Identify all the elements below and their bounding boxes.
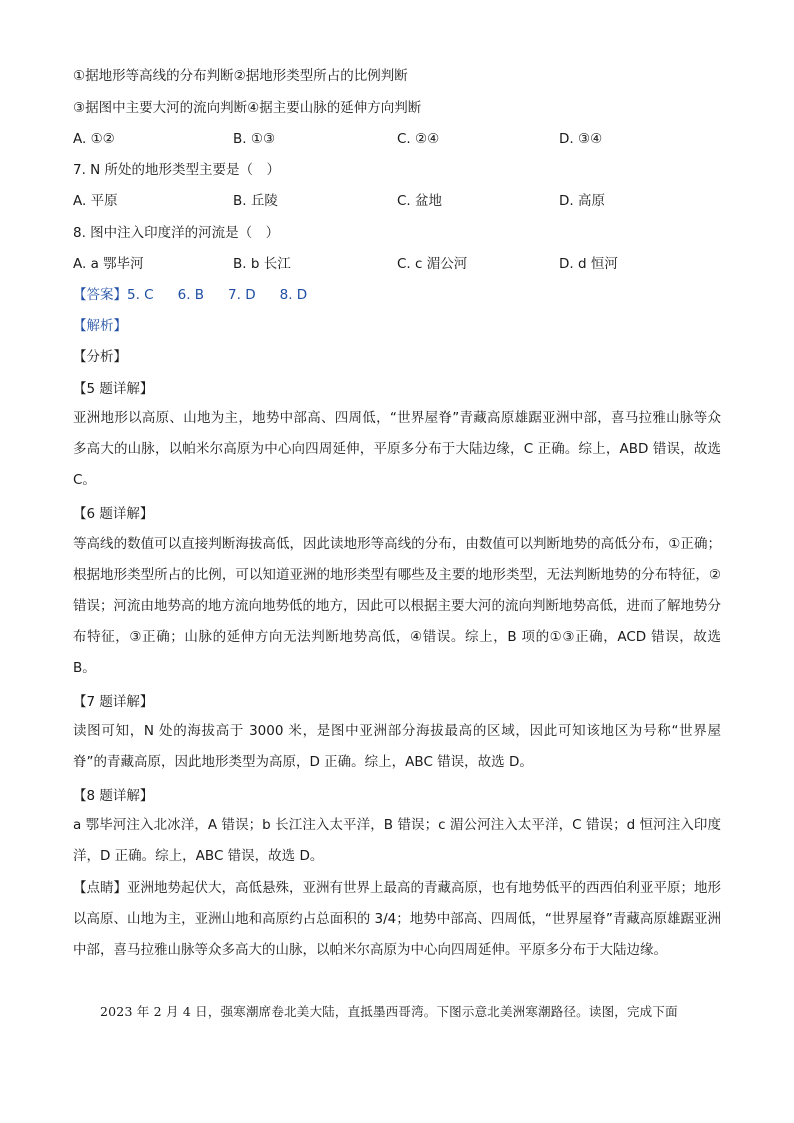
- answer-item: 8. D: [279, 287, 308, 303]
- fenxi-tag: 【分析】: [73, 349, 127, 365]
- option-b: B. ①③: [233, 131, 276, 147]
- option-b: B. 丘陵: [233, 193, 278, 209]
- option-c: C. 盆地: [397, 193, 443, 209]
- detail-6-tag: 【6 题详解】: [73, 506, 154, 522]
- detail-5-text: 亚洲地形以高原、山地为主，地势中部高、四周低，“世界屋脊”青藏高原雄踞亚洲中部，喜马拉雅山脉等众多高大的山脉，以帕米尔高原为中心向四周延伸，平原多分布于大陆边缘，C 正确。综上，ABD 错误，故选 C。: [73, 410, 721, 488]
- method-options-line-1: ①据地形等高线的分布判断②据地形类型所占的比例判断: [73, 68, 408, 84]
- detail-8-tag: 【8 题详解】: [73, 788, 154, 804]
- option-d: D. 高原: [559, 193, 605, 209]
- option-a: A. 平原: [73, 193, 118, 209]
- detail-7-tag: 【7 题详解】: [73, 694, 154, 710]
- next-section-intro: 2023 年 2 月 4 日，强寒潮席卷北美大陆，直抵墨西哥湾。下图示意北美洲寒潮路径。读图，完成下面: [100, 1004, 678, 1019]
- dianjing-text: 亚洲地势起伏大，高低悬殊，亚洲有世界上最高的青藏高原，也有地势低平的西西伯利亚平原；地形以高原、山地为主，亚洲山地和高原约占总面积的 3/4；地势中部高、四周低，“世界屋脊”青藏高原雄踞亚洲中部，喜马拉雅山脉等众多高大的山脉，以帕米尔高原为中心向四周延伸。平原多分布于大陆边缘。: [73, 880, 721, 958]
- option-b: B. b 长江: [233, 256, 291, 272]
- q7-stem: 7. N 所处的地形类型主要是（ ）: [73, 162, 281, 178]
- option-a: A. a 鄂毕河: [73, 256, 144, 272]
- answer-line: [73, 286, 723, 304]
- detail-8-text: a 鄂毕河注入北冰洋，A 错误；b 长江注入太平洋，B 错误；c 湄公河注入太平洋，C 错误；d 恒河注入印度洋，D 正确。综上，ABC 错误，故选 D。: [73, 817, 721, 864]
- answer-item: 7. D: [228, 287, 256, 303]
- detail-5-tag: 【5 题详解】: [73, 381, 154, 397]
- option-d: D. d 恒河: [559, 256, 618, 272]
- option-c: C. c 湄公河: [397, 256, 468, 272]
- option-c: C. ②④: [397, 131, 440, 147]
- detail-6-text: 等高线的数值可以直接判断海拔高低，因此读地形等高线的分布，由数值可以判断地势的高低分布，①正确；根据地形类型所占的比例，可以知道亚洲的地形类型有哪些及主要的地形类型，无法判断地势的分布特征，②错误；河流由地势高的地方流向地势低的地方，因此可以根据主要大河的流向判断地势高低，进而了解地势分布特征，③正确；山脉的延伸方向无法判断地势高低，④错误。综上，B 项的①③正确，ACD 错误，故选 B。: [73, 536, 721, 676]
- q6-answer-options: [73, 130, 723, 148]
- answer-tag: 【答案】: [73, 287, 127, 303]
- dianjing-tag: 【点睛】: [73, 880, 127, 896]
- answer-item: 5. C: [127, 287, 154, 303]
- detail-7-text: 读图可知，N 处的海拔高于 3000 米，是图中亚洲部分海拔最高的区域，因此可知该地区为号称“世界屋脊”的青藏高原，因此地形类型为高原，D 正确。综上，ABC 错误，故选 D。: [73, 723, 721, 770]
- option-d: D. ③④: [559, 131, 603, 147]
- q7-options: [73, 192, 723, 210]
- analysis-tag: 【解析】: [73, 318, 127, 334]
- answer-item: 6. B: [177, 287, 205, 303]
- method-options-line-2: ③据图中主要大河的流向判断④据主要山脉的延伸方向判断: [73, 100, 422, 116]
- option-a: A. ①②: [73, 131, 115, 147]
- q8-stem: 8. 图中注入印度洋的河流是（ ）: [73, 225, 280, 241]
- dianjing-block: [73, 873, 721, 966]
- q8-options: [73, 255, 723, 273]
